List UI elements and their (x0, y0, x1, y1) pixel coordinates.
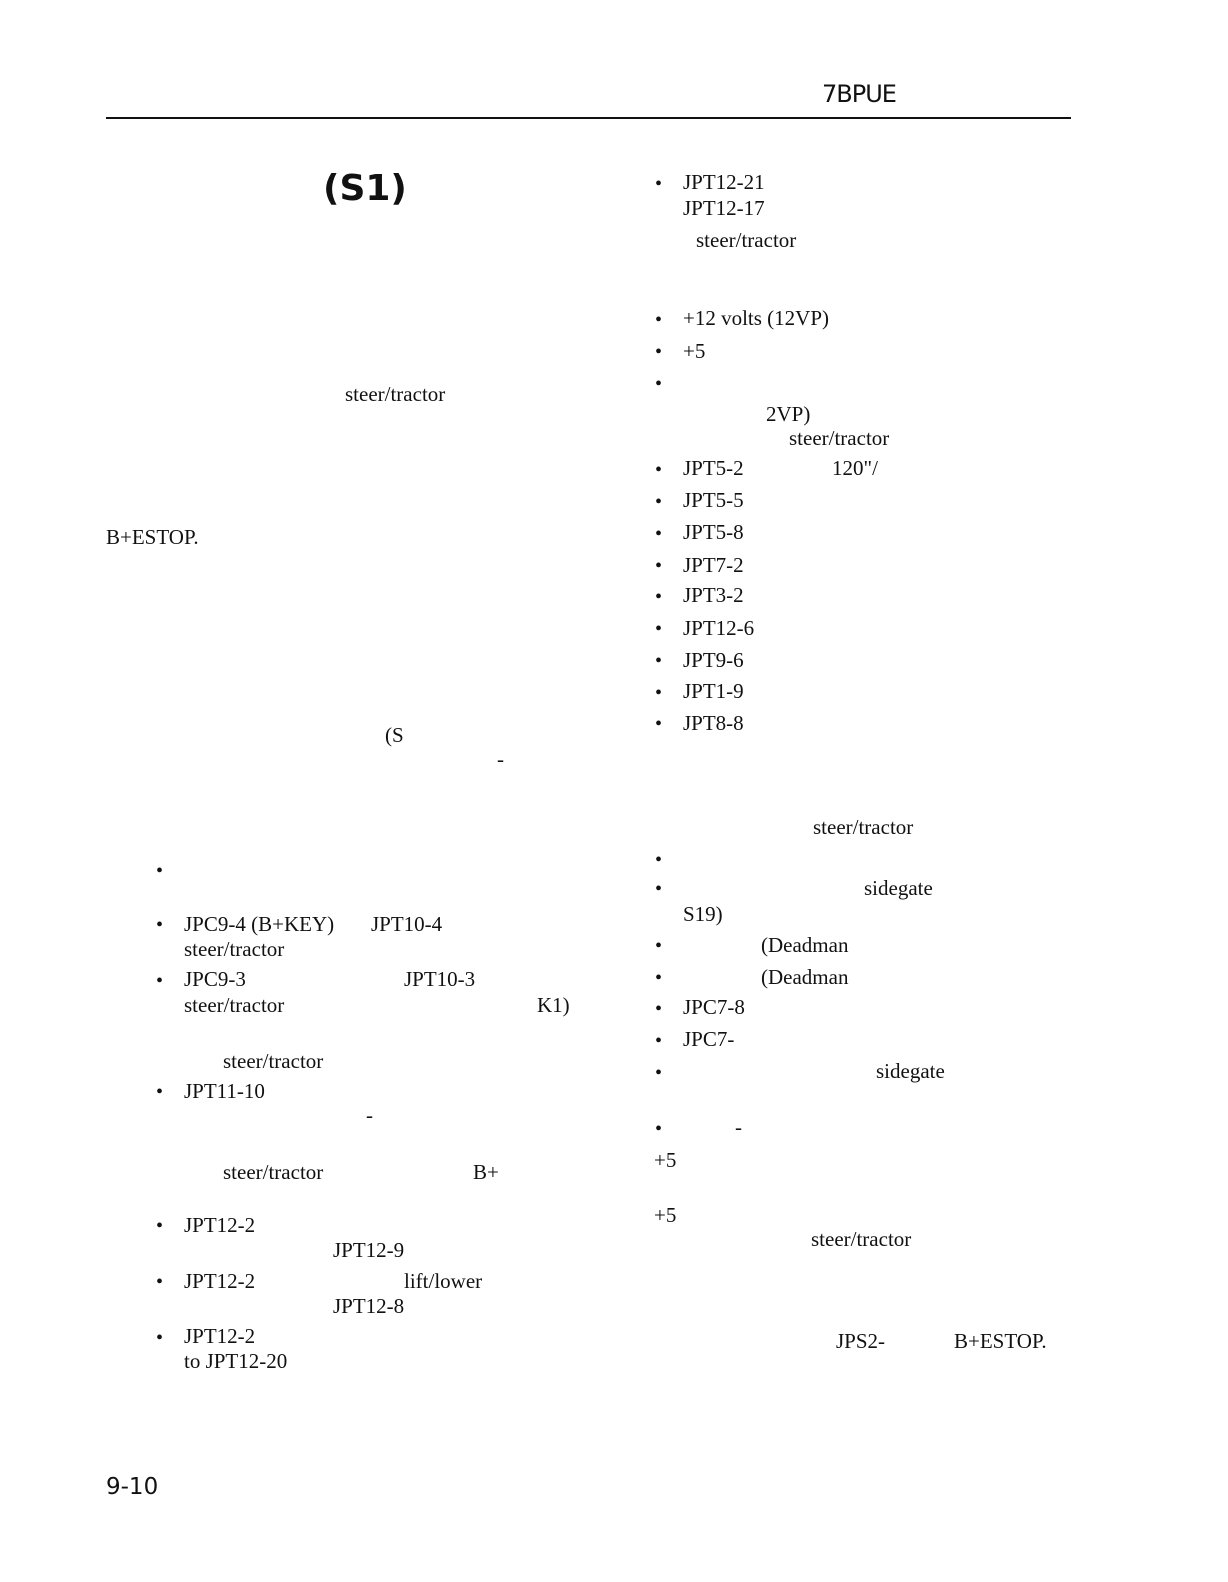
left-text-b-estop: B+ESTOP. (106, 525, 199, 549)
pin-item: JPT3-2 (683, 583, 744, 607)
list-item-jpt12-8: JPT12-8 (333, 1294, 405, 1318)
pin-item: JPT5-2 (683, 456, 744, 480)
left-text-steer-tractor-1: steer/tractor (345, 382, 446, 406)
right-text-steer-tractor-3: steer/tractor (813, 815, 914, 839)
right-text-plus5-2: +5 (654, 1203, 677, 1227)
bullet-marker: • (655, 586, 663, 608)
list-item-jpc9-3: JPC9-3 (184, 967, 246, 991)
list-item-jpc9-4: JPC9-4 (B+KEY) (184, 912, 335, 936)
bullet-marker: • (655, 173, 663, 195)
bullet-marker: • (655, 935, 663, 957)
list-item-jpt12-21: JPT12-21 (683, 170, 765, 194)
bullet-marker: • (156, 1215, 164, 1237)
bullet-marker: • (655, 523, 663, 545)
bullet-marker: • (655, 967, 663, 989)
bullet-marker: • (655, 1118, 663, 1140)
bullet-marker: • (156, 970, 164, 992)
right-text-steer-tractor-4: steer/tractor (811, 1227, 912, 1251)
list-item-jpt12-2: JPT12-2 (184, 1269, 256, 1293)
bullet-marker: • (655, 459, 663, 481)
bullet-marker: • (655, 309, 663, 331)
list-item-jpt12-9: JPT12-9 (333, 1238, 405, 1262)
pin-item: JPT7-2 (683, 553, 744, 577)
list-item-jpt12-2: JPT12-2 (184, 1324, 256, 1348)
list-item-jpt12-20: to JPT12-20 (184, 1349, 288, 1373)
list-item-k1: K1) (537, 993, 570, 1017)
pin-item-extra: 120"/ (832, 456, 878, 480)
pin-item: JPT5-8 (683, 520, 744, 544)
right-text-2vp: 2VP) (766, 402, 811, 426)
bullet-marker: • (156, 860, 164, 882)
bullet-marker: • (655, 849, 663, 871)
list-item-sidegate: sidegate (876, 1059, 945, 1083)
list-item-lift-lower: lift/lower (404, 1269, 483, 1293)
left-text-b-plus: B+ (473, 1160, 499, 1184)
right-text-jps2: JPS2- (836, 1329, 886, 1353)
list-item-12-volts: +12 volts (12VP) (683, 306, 830, 330)
bullet-marker: • (156, 1081, 164, 1103)
bullet-marker: • (655, 650, 663, 672)
left-text-dash-1: - (497, 747, 504, 771)
list-item-steer-tractor: steer/tractor (184, 937, 285, 961)
list-item-jpt12-2: JPT12-2 (184, 1213, 256, 1237)
list-item-deadman: (Deadman (761, 965, 849, 989)
list-item-jpt10-3: JPT10-3 (404, 967, 476, 991)
right-text-steer-tractor-1: steer/tractor (696, 228, 797, 252)
bullet-marker: • (655, 878, 663, 900)
list-item-s19: S19) (683, 902, 723, 926)
page-header-title: 7BPUE (822, 80, 896, 108)
list-item-jpc7-8: JPC7-8 (683, 995, 745, 1019)
list-item-deadman: (Deadman (761, 933, 849, 957)
bullet-marker: • (655, 1030, 663, 1052)
right-text-plus5-1: +5 (654, 1148, 677, 1172)
bullet-marker: • (655, 682, 663, 704)
list-item-sidegate: sidegate (864, 876, 933, 900)
bullet-marker: • (655, 555, 663, 577)
pin-item: JPT8-8 (683, 711, 744, 735)
left-text-dash-2: - (366, 1103, 373, 1127)
bullet-marker: • (655, 618, 663, 640)
header-rule (106, 117, 1071, 119)
pin-item: JPT1-9 (683, 679, 744, 703)
bullet-marker: • (655, 341, 663, 363)
list-item-dash: - (735, 1115, 742, 1139)
left-text-steer-tractor-2: steer/tractor (223, 1049, 324, 1073)
bullet-marker: • (156, 914, 164, 936)
list-item-jpt11-10: JPT11-10 (184, 1079, 265, 1103)
right-text-steer-tractor-2: steer/tractor (789, 426, 890, 450)
list-item-jpt10-4: JPT10-4 (371, 912, 443, 936)
right-text-b-estop: B+ESTOP. (954, 1329, 1047, 1353)
list-item-plus5: +5 (683, 339, 706, 363)
bullet-marker: • (655, 713, 663, 735)
bullet-marker: • (156, 1271, 164, 1293)
list-item-jpt12-17: JPT12-17 (683, 196, 765, 220)
left-text-steer-tractor-3: steer/tractor (223, 1160, 324, 1184)
bullet-marker: • (655, 373, 663, 395)
left-text-s-fragment: (S (385, 723, 404, 747)
list-item-jpc7: JPC7- (683, 1027, 735, 1051)
pin-item: JPT5-5 (683, 488, 744, 512)
bullet-marker: • (156, 1327, 164, 1349)
pin-item: JPT12-6 (683, 616, 755, 640)
bullet-marker: • (655, 1062, 663, 1084)
bullet-marker: • (655, 998, 663, 1020)
pin-item: JPT9-6 (683, 648, 744, 672)
bullet-marker: • (655, 491, 663, 513)
section-heading: (S1) (323, 168, 407, 209)
list-item-steer-tractor: steer/tractor (184, 993, 285, 1017)
page-number: 9-10 (106, 1474, 159, 1500)
